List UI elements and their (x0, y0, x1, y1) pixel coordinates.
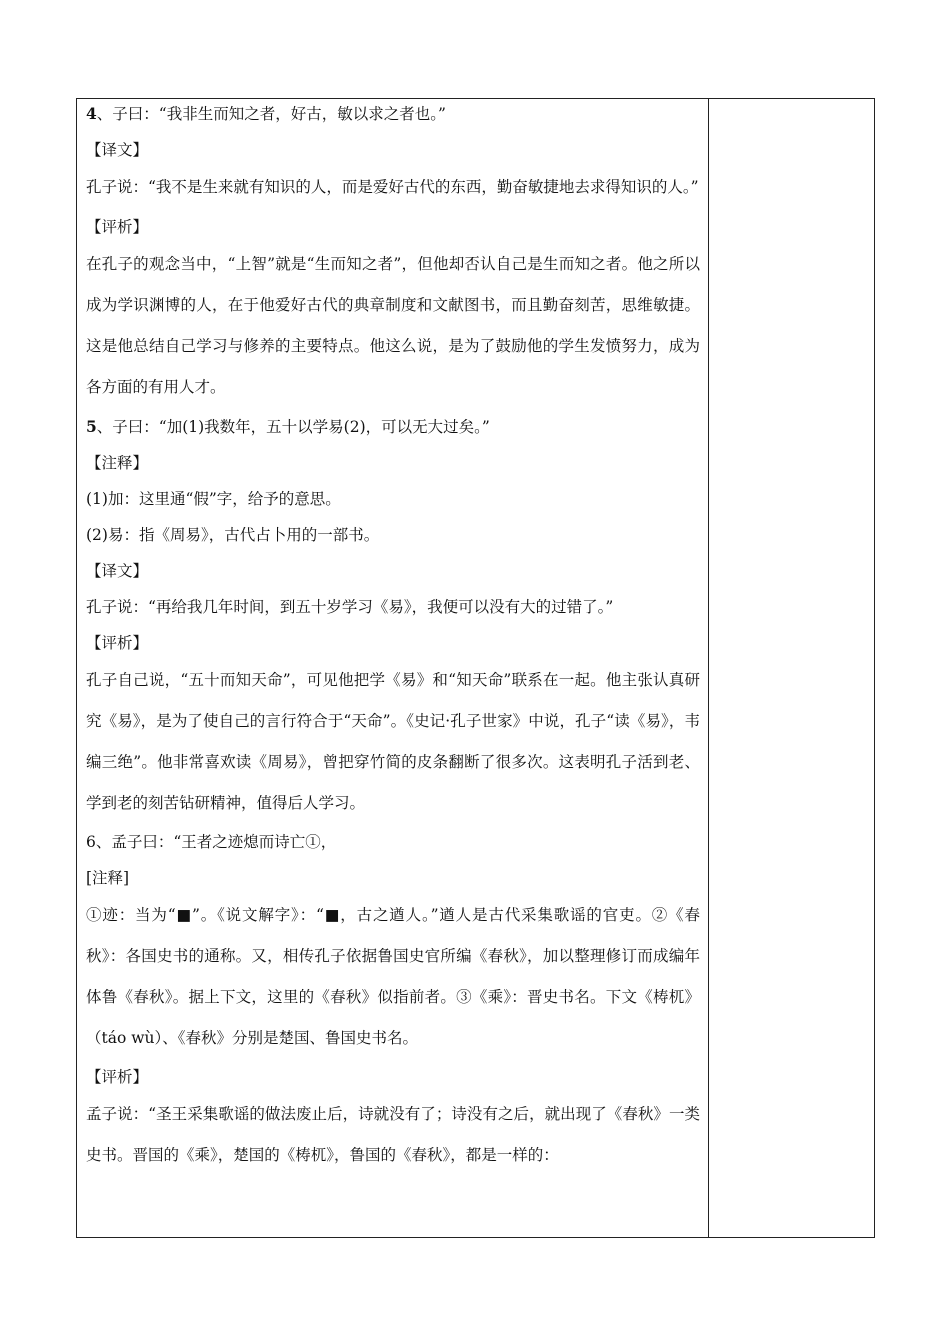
document-table (76, 98, 875, 1238)
section-5-analysis-heading: 【评析】 (86, 634, 149, 652)
section-5-translation: 孔子说：“再给我几年时间，到五十岁学习《易》，我便可以没有大的过错了。” (86, 598, 614, 616)
section-5-translation-heading: 【译文】 (86, 562, 149, 580)
section-6-notes-heading: [注释] (86, 869, 130, 887)
section-6-title: 6、孟子曰：“王者之迹熄而诗亡①， (86, 833, 337, 851)
section-4-title: 4、子曰：“我非生而知之者，好古，敏以求之者也。” (86, 104, 446, 123)
section-4-translation: 孔子说：“我不是生来就有知识的人，而是爱好古代的东西，勤奋敏捷地去求得知识的人。” (86, 178, 699, 196)
section-5-analysis: 孔子自己说，“五十而知天命”，可见他把学《易》和“知天命”联系在一起。他主张认真研究《易》，是为了使自己的言行符合于“天命”。《史记·孔子世家》中说，孔子“读《易》，韦编三绝”。他非常喜欢读《周易》，曾把穿竹简的皮条翻断了很多次。这表明孔子活到老、学到老的刻苦钻研精神，值得后人学习。 (86, 671, 700, 812)
section-6-notes: ①迹：当为“■”。《说文解字》：“■，古之遒人。”遒人是古代采集歌谣的官吏。②《春秋》：各国史书的通称。又，相传孔子依据鲁国史官所编《春秋》，加以整理修订而成编年体鲁《春秋》。据上下文，这里的《春秋》似指前者。③《乘》：晋史书名。下文《梼杌》（táo wù）、《春秋》分别是楚国、鲁国史书名。 (86, 906, 700, 1047)
section-5-note-1: (1)加：这里通“假”字，给予的意思。 (86, 490, 341, 508)
content-cell (77, 99, 709, 1237)
section-4-analysis-heading: 【评析】 (86, 218, 149, 236)
section-5-notes-heading: 【注释】 (86, 454, 149, 472)
side-cell-empty (709, 99, 874, 1237)
section-5-note-2: (2)易：指《周易》，古代占卜用的一部书。 (86, 526, 380, 544)
section-6-analysis-heading: 【评析】 (86, 1068, 149, 1086)
section-4-analysis: 在孔子的观念当中，“上智”就是“生而知之者”，但他却否认自己是生而知之者。他之所以成为学识渊博的人，在于他爱好古代的典章制度和文献图书，而且勤奋刻苦，思维敏捷。这是他总结自己学习与修养的主要特点。他这么说，是为了鼓励他的学生发愤努力，成为各方面的有用人才。 (86, 255, 700, 396)
section-4-translation-heading: 【译文】 (86, 141, 149, 159)
section-6-analysis: 孟子说：“圣王采集歌谣的做法废止后，诗就没有了；诗没有之后，就出现了《春秋》一类史书。晋国的《乘》，楚国的《梼杌》，鲁国的《春秋》，都是一样的： (86, 1105, 700, 1164)
section-5-title: 5、子曰：“加(1)我数年，五十以学易(2)，可以无大过矣。” (86, 417, 490, 436)
